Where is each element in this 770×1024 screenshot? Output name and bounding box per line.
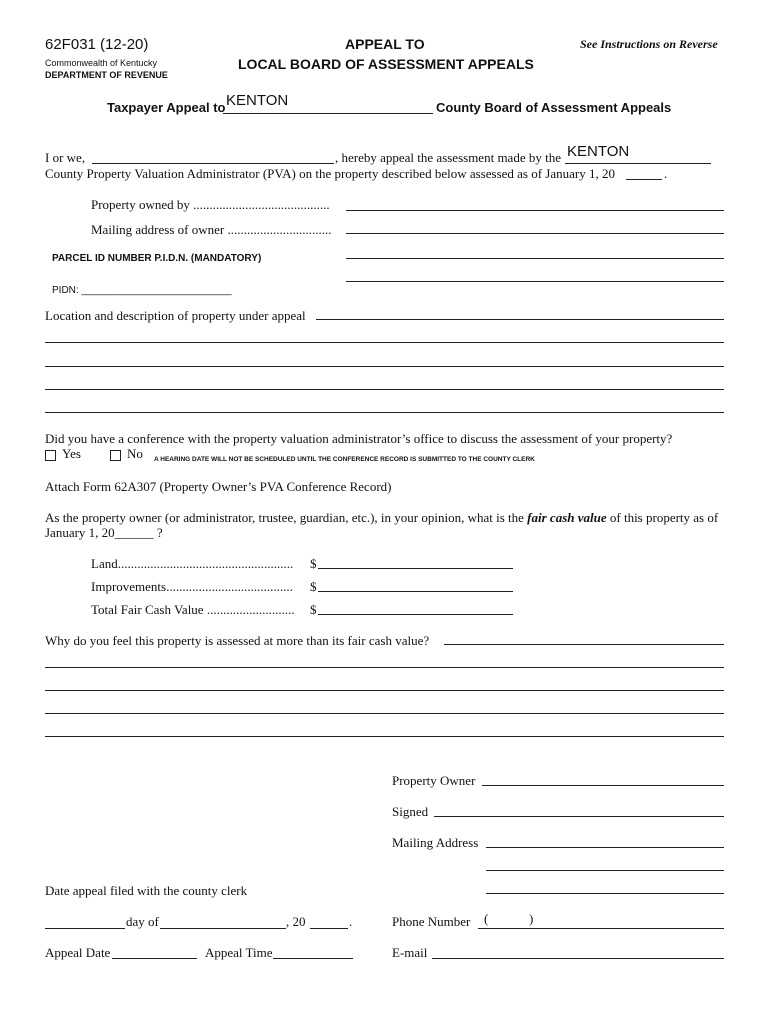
location-field-5[interactable]: [45, 412, 724, 413]
location-field-1[interactable]: [316, 319, 724, 320]
i-or-we-label: I or we,: [45, 150, 86, 165]
fair-cash-q-emph: fair cash value: [527, 510, 607, 525]
day-of-label: day of: [126, 914, 159, 929]
yes-checkbox[interactable]: [45, 450, 56, 461]
taxpayer-name-field[interactable]: [92, 163, 334, 164]
date-filed-label: Date appeal filed with the county clerk: [45, 883, 248, 898]
improvements-value-field[interactable]: [318, 591, 513, 592]
no-checkbox[interactable]: [110, 450, 121, 461]
appeal-time-field[interactable]: [273, 958, 353, 959]
conference-question: Did you have a conference with the property valuation administrator’s office to discuss the assessment of your property?: [45, 431, 673, 446]
mailing-address-field-3[interactable]: [486, 893, 724, 894]
yes-option[interactable]: [45, 446, 81, 462]
location-field-4[interactable]: [45, 389, 724, 390]
email-label: E-mail: [392, 945, 428, 960]
assessment-year-field[interactable]: [626, 179, 662, 180]
why-question: Why do you feel this property is assessed at more than its fair cash value?: [45, 633, 430, 648]
location-field-3[interactable]: [45, 366, 724, 367]
improvements-label: Improvements.......................................: [91, 579, 293, 594]
mailing-owner-field-3[interactable]: [346, 281, 724, 282]
improvements-dollar: $: [310, 579, 317, 594]
intro-line2: County Property Valuation Administrator (PVA) on the property described below assessed as of January 1, 20: [45, 166, 615, 181]
appeal-date-label: Appeal Date: [45, 945, 111, 960]
instructions-note: See Instructions on Reverse: [580, 37, 718, 51]
why-field-5[interactable]: [45, 736, 724, 737]
total-label: Total Fair Cash Value ...........................: [91, 602, 295, 617]
mailing-owner-label: Mailing address of owner ................................: [91, 222, 332, 237]
why-field-1[interactable]: [444, 644, 724, 645]
appeal-county-line: [223, 113, 433, 114]
form-title-line2: LOCAL BOARD OF ASSESSMENT APPEALS: [238, 56, 534, 72]
comma-20-label: , 20: [286, 914, 306, 929]
agency-line2: DEPARTMENT OF REVENUE: [45, 70, 168, 80]
appeal-date-field[interactable]: [112, 958, 197, 959]
no-label: No: [127, 446, 143, 461]
location-field-2[interactable]: [45, 342, 724, 343]
signed-label: Signed: [392, 804, 429, 819]
hereby-text: , hereby appeal the assessment made by the: [335, 150, 561, 165]
phone-label: Phone Number: [392, 914, 471, 929]
yes-label: Yes: [62, 446, 81, 461]
agency-line1: Commonwealth of Kentucky: [45, 58, 158, 68]
pva-county-line: [565, 163, 711, 164]
appeal-to-suffix: County Board of Assessment Appeals: [436, 100, 672, 115]
pidn-field[interactable]: PIDN: ___________________________: [52, 285, 232, 296]
property-owner-field[interactable]: [482, 785, 724, 786]
fair-cash-question: [45, 510, 718, 526]
form-id: 62F031 (12-20): [45, 36, 149, 53]
mailing-owner-field[interactable]: [346, 233, 724, 234]
property-owner-label: Property Owner: [392, 773, 476, 788]
total-value-field[interactable]: [318, 614, 513, 615]
phone-paren-open: (: [484, 911, 489, 926]
phone-field[interactable]: [478, 928, 724, 929]
phone-paren-close: ): [529, 911, 534, 926]
location-label: Location and description of property under appeal: [45, 308, 306, 323]
land-label: Land......................................................: [91, 556, 294, 571]
appeal-to-prefix: Taxpayer Appeal to: [107, 100, 226, 115]
fair-cash-q-part1: As the property owner (or administrator, trustee, guardian, etc.), in your opinion, what is the: [45, 510, 524, 525]
month-field[interactable]: [160, 928, 286, 929]
date-period: .: [349, 914, 353, 929]
parcel-id-label: PARCEL ID NUMBER P.I.D.N. (MANDATORY): [52, 253, 262, 264]
signed-field[interactable]: [434, 816, 724, 817]
owned-by-label: Property owned by ..........................................: [91, 197, 330, 212]
mailing-address-field-1[interactable]: [486, 847, 724, 848]
mailing-address-field-2[interactable]: [486, 870, 724, 871]
appeal-time-label: Appeal Time: [205, 945, 273, 960]
intro-period: .: [664, 166, 668, 181]
land-dollar: $: [310, 556, 317, 571]
fair-cash-q-part2: of this property as of: [609, 510, 719, 525]
day-field[interactable]: [45, 928, 125, 929]
attach-form-note: Attach Form 62A307 (Property Owner’s PVA Conference Record): [45, 479, 392, 494]
pva-county-field[interactable]: KENTON: [567, 143, 630, 160]
why-field-3[interactable]: [45, 690, 724, 691]
mailing-address-label: Mailing Address: [392, 835, 479, 850]
total-dollar: $: [310, 602, 317, 617]
why-field-2[interactable]: [45, 667, 724, 668]
why-field-4[interactable]: [45, 713, 724, 714]
form-title-line1: APPEAL TO: [345, 36, 425, 52]
hearing-notice: A HEARING DATE WILL NOT BE SCHEDULED UNTIL THE CONFERENCE RECORD IS SUBMITTED TO THE COUNTY CLERK: [154, 456, 535, 463]
land-value-field[interactable]: [318, 568, 513, 569]
fair-cash-q-line2: January 1, 20______ ?: [45, 525, 163, 540]
owned-by-field[interactable]: [346, 210, 724, 211]
email-field[interactable]: [432, 958, 724, 959]
year-field[interactable]: [310, 928, 348, 929]
mailing-owner-field-2[interactable]: [346, 258, 724, 259]
no-option[interactable]: [110, 446, 143, 462]
appeal-county-field[interactable]: KENTON: [226, 92, 289, 109]
